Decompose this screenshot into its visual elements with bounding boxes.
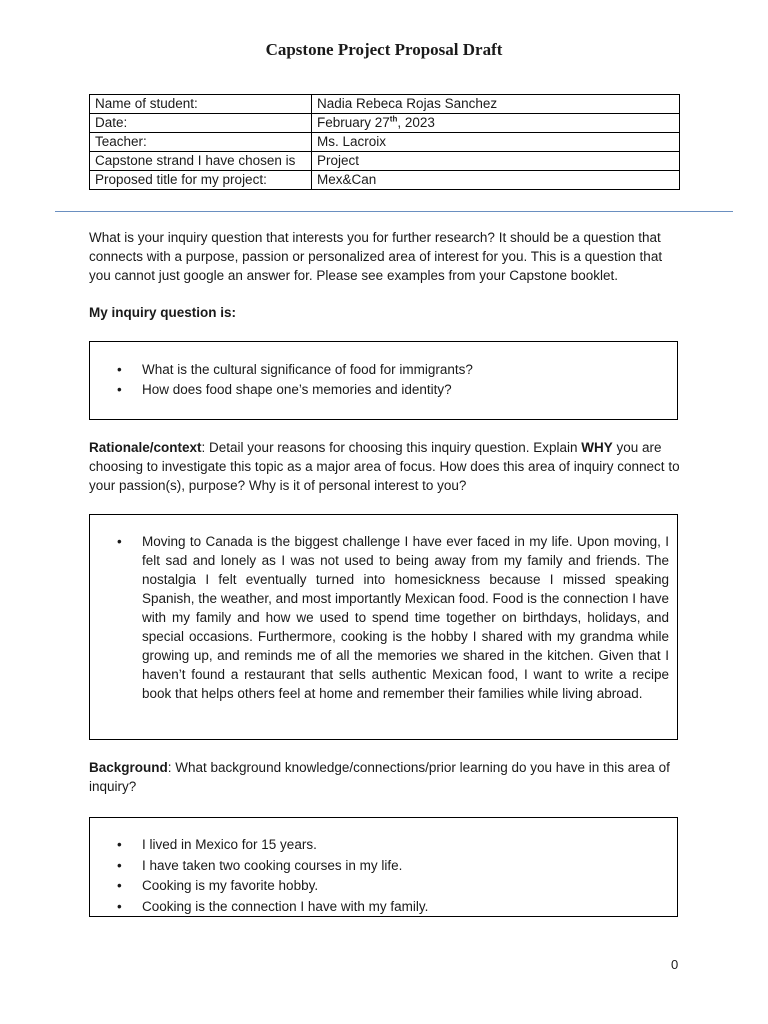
date-label: Date: (90, 114, 312, 133)
bullet-icon: • (117, 837, 122, 852)
bullet-icon: • (117, 857, 122, 873)
bullet-icon: • (117, 382, 122, 397)
inquiry-question-box (89, 341, 678, 420)
name-label: Name of student: (90, 95, 312, 114)
background-item: I lived in Mexico for 15 years. (142, 837, 317, 852)
table-row (90, 133, 680, 152)
rationale-prompt (89, 438, 684, 495)
background-box (89, 817, 678, 917)
page-number: 0 (671, 957, 679, 972)
date-value (312, 114, 680, 133)
name-value: Nadia Rebeca Rojas Sanchez (312, 95, 680, 114)
bullet-icon: • (117, 534, 122, 549)
table-row (90, 95, 680, 114)
date-prefix: February 27 (317, 115, 390, 130)
rationale-text-a: : Detail your reasons for choosing this inquiry question. Explain (201, 440, 582, 455)
list-item (90, 876, 677, 897)
table-row (90, 152, 680, 171)
table-row (90, 114, 680, 133)
inquiry-question: How does food shape one’s memories and identity? (142, 382, 452, 397)
list-item (90, 360, 677, 380)
rationale-box (89, 514, 678, 740)
inquiry-heading: My inquiry question is: (89, 305, 237, 320)
teacher-value: Ms. Lacroix (312, 133, 680, 152)
date-superscript: th (389, 114, 398, 124)
rationale-item: Moving to Canada is the biggest challenge I have ever faced in my life. Upon moving, I felt sad and lonely as I was not used to being away from my family and friends. The nostalgia I felt eventually turned into homesickness because I missed speaking Spanish, the weather, and most importantly Mexican food. Food is the connection I have with my family and how we used to spend time together on birthdays, holidays, and special occasions. Furthermore, cooking is the hobby I shared with my grandma while growing up, and reminds me of all the memories we shared in the kitchen. Given that I haven’t found a restaurant that sells authentic Mexican food, I want to write a recipe book that helps others feel at home and remember their families while living abroad. (142, 534, 669, 701)
bullet-icon: • (117, 898, 122, 914)
background-prompt (89, 758, 684, 796)
list-item (90, 835, 677, 856)
background-item: Cooking is the connection I have with my family. (142, 898, 429, 914)
list-item (90, 897, 677, 918)
bullet-icon: • (117, 878, 122, 893)
rationale-text-b: you are choosing to investigate this topic as a major area of focus. How does this area of inquiry connect to your passion(s), purpose? Why is it of personal interest to you? (89, 440, 680, 493)
document-title: Capstone Project Proposal Draft (265, 40, 503, 59)
list-item (90, 380, 677, 400)
bullet-icon: • (117, 362, 122, 377)
strand-label: Capstone strand I have chosen is (90, 152, 312, 171)
project-title-value: Mex&Can (312, 171, 680, 190)
background-item: I have taken two cooking courses in my life. (142, 857, 403, 873)
background-text: : What background knowledge/connections/prior learning do you have in this area of inquiry? (89, 760, 670, 794)
rationale-emphasis: WHY (581, 440, 613, 455)
inquiry-question: What is the cultural significance of food for immigrants? (142, 362, 473, 377)
rationale-label: Rationale/context (89, 440, 202, 455)
student-info-table (89, 94, 680, 190)
teacher-label: Teacher: (90, 133, 312, 152)
strand-value: Project (312, 152, 680, 171)
table-row (90, 171, 680, 190)
project-title-label: Proposed title for my project: (90, 171, 312, 190)
inquiry-prompt: What is your inquiry question that interests you for further research? It should be a question that connects with a purpose, passion or personalized area of interest for you. This is a question that you cannot just google an answer for. Please see examples from your Capstone booklet. (89, 230, 663, 283)
list-item (90, 532, 677, 703)
section-divider (55, 211, 733, 212)
background-item: Cooking is my favorite hobby. (142, 878, 319, 893)
background-label: Background (89, 760, 168, 775)
list-item (90, 856, 677, 877)
date-suffix: , 2023 (397, 115, 435, 130)
